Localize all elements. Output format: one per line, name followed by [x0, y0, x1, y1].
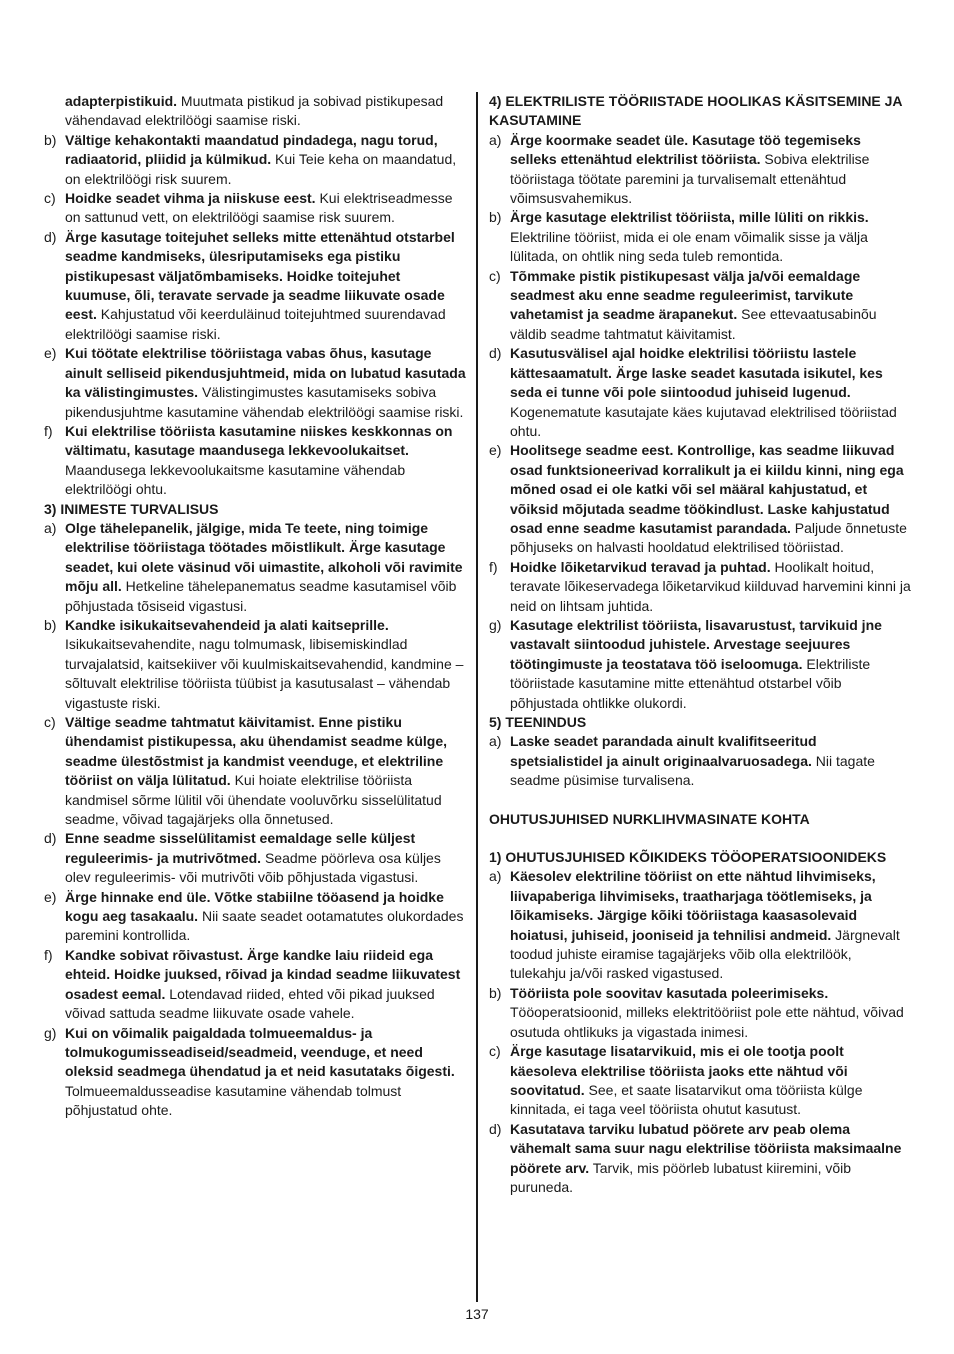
item-text: Elektriliste tööriistade kasutamine mitte ettenähtud otstarbel võib põhjustada ohtlikke olukordi. — [510, 655, 871, 711]
item-label: e) — [44, 888, 57, 905]
item-text: Kui hoiate elektrilise tööriista kandmisel sõrme lülitil või ühendate vooluvõrku sisselülitatud seadme, võivad tagajärjeks olla õnnetused. — [65, 772, 442, 828]
list-item — [44, 713, 466, 829]
list-item — [489, 1120, 911, 1198]
list-item — [489, 208, 911, 266]
intro-bold: adapterpistikuid. — [65, 93, 178, 109]
item-text: Isikukaitsevahendite, nagu tolmumask, libisemiskindlad turvajalatsid, kaitsekiiver või kuulmiskaitsevahendid, kandmine – sõltuvalt elektrilise tööriista tüübist ja kasutusalast – vähendab vigastuste riski. — [65, 636, 464, 711]
item-bold-text: Kasutage elektrilist tööriista, lisavarustust, tarvikuid jne vastavalt siintoodud juhistele. Arvestage seejuures töötingimuste ja teostatava töö iseloomuga. — [510, 616, 882, 672]
section-1-heading: 1) OHUTUSJUHISED KÕIKIDEKS TÖÖOPERATSIOONIDEKS — [489, 849, 887, 866]
list-item — [489, 131, 911, 209]
list-item — [44, 829, 466, 887]
item-bold-text: Kui töötate elektrilise tööriistaga vabas õhus, kasutage ainult selliseid pikendusjuhtmeid, mida on lubatud kasutada ka välistingimustes. — [65, 345, 466, 401]
list-item — [44, 519, 466, 616]
item-text: Kahjustatud või keerduläinud toitejuhtmed suurendavad elektrilöögi saamise riski. — [65, 306, 446, 342]
item-text: Seadme pöörleva osa küljes olev reguleerimis- või mutrivõti võib põhjustada vigastusi. — [65, 849, 441, 886]
item-bold-text: Ärge koormake seadet üle. Kasutage töö tegemiseks selleks ettenähtud elektrilist tööriista. — [510, 131, 861, 168]
item-bold-text: Vältige seadme tahtmatut käivitamist. Enne pistiku ühendamist pistikupessa, aku ühendamist seadme külge, seadme ülestõstmist ja kandmist veenduge, et elektriline tööriist on välja lülitatud. — [65, 714, 448, 789]
list-item — [489, 732, 911, 790]
item-text: See, et saate lisatarvikut oma tööriista külge kinnitada, ei taga veel tööriista ohutut kasutust. — [510, 1081, 863, 1118]
item-bold-text: Vältige kehakontakti maandatud pindadega, nagu torud, radiaatorid, pliidid ja külmikud. — [65, 131, 438, 168]
list-item — [44, 228, 466, 344]
right-column — [489, 92, 911, 1197]
list-item — [489, 867, 911, 983]
item-text: Maandusega lekkevoolukaitsme kasutamine vähendab elektrilöögi ohtu. — [65, 461, 406, 498]
item-bold-text: Käesolev elektriline tööriist on ette nähtud lihvimiseks, liivapaberiga lihvimiseks, traatharjaga töötlemiseks, ja lõikamiseks. Järgige kõiki tööriistaga kaasasolevaid hoiatusi, juhiseid, jooniseid ja tehnilisi andmeid. — [510, 868, 876, 943]
item-text: See ettevaatusabinõu väldib seadme tahtmatut käivitamist. — [510, 306, 877, 342]
item-text: Tööoperatsioonid, milleks elektritööriist pole ette nähtud, võivad osutuda ohtlikuks ja vigastada inimesi. — [510, 1004, 904, 1040]
item-text: Elektriline tööriist, mida ei ole enam võimalik sisse ja välja lülitada, on ohtlik ning seda tuleb remontida. — [510, 228, 868, 265]
item-text: Järgnevalt toodud juhiste eiramise tagajärjeks võib olla elektrilöök, tulekahju ja/või rasked vigastused. — [510, 926, 900, 982]
item-bold-text: Ärge kasutage elektrilist tööriista, mille lüliti on rikkis. — [510, 209, 869, 226]
item-bold-text: Kandke sobivat rõivastust. Ärge kandke laiu riideid ega ehteid. Hoidke juuksed, rõivad ja kindad seadme liikuvatest osadest eemal. — [65, 946, 461, 1002]
item-bold-text: Olge tähelepanelik, jälgige, mida Te teete, ning toimige elektrilise tööriistaga töötades mõistlikult. Ärge kasutage seadet, kui olete väsinud või uimastite, alkoholi või ravimite mõju all. — [65, 519, 463, 595]
service-list — [489, 732, 911, 790]
item-label: b) — [44, 131, 57, 148]
item-bold-text: Ärge hinnake end üle. Võtke stabiilne tööasend ja hoidke kogu aeg tasakaalu. — [65, 888, 444, 925]
item-label: b) — [489, 984, 502, 1001]
list-item — [44, 1024, 466, 1121]
item-label: d) — [44, 228, 57, 245]
item-bold-text: Ärge kasutage toitejuhet selleks mitte ettenähtud otstarbel seadme kandmiseks, ülesriputamiseks ega pistiku pistikupesast väljatõmbamiseks. Hoidke toitejuhet kuumuse, õli, teravate servade ja seadme liikuvate osade eest. — [65, 228, 455, 323]
item-bold-text: Tõmmake pistik pistikupesast välja ja/või eemaldage seadmest aku enne seadme reguleerimist, tarvikute vahetamist ja seadme ärapanekut. — [510, 267, 861, 323]
item-bold-text: Kui elektrilise tööriista kasutamine niiskes keskkonnas on vältimatu, kasutage maandusega lekkevoolukaitset. — [65, 422, 453, 459]
item-label: g) — [44, 1024, 57, 1041]
list-item — [44, 344, 466, 422]
item-text: Hetkeline tähelepanematus seadme kasutamisel võib põhjustada tõsiseid vigastusi. — [65, 578, 457, 614]
column-divider — [476, 92, 478, 1302]
list-item — [489, 267, 911, 345]
item-text: Lotendavad riided, ehted või pikad juuksed võivad sattuda seadme liikuvate osade vahele. — [65, 985, 435, 1022]
item-label: c) — [44, 714, 56, 730]
all-operations-list — [489, 867, 911, 1197]
list-item — [44, 189, 466, 228]
item-label: a) — [489, 131, 502, 148]
item-label: c) — [489, 1043, 501, 1060]
item-bold-text: Ärge kasutage lisatarvikuid, mis ei ole tootja poolt käesoleva elektrilise tööriista jaoks ette nähtud või soovitatud. — [510, 1043, 848, 1098]
item-text: Tarvik, mis pöörleb lubatust kiiremini, võib puruneda. — [510, 1159, 852, 1195]
item-bold-text: Enne seadme sisselülitamist eemaldage selle küljest reguleerimis- ja mutrivõtmed. — [65, 830, 416, 866]
list-item — [489, 1042, 911, 1120]
list-item — [44, 888, 466, 946]
list-item — [489, 984, 911, 1042]
item-label: a) — [44, 519, 57, 536]
item-label: g) — [489, 616, 502, 633]
item-bold-text: Kasutusvälisel ajal hoidke elektrilisi tööriistu lastele kättesaamatult. Ärge laske seadet kasutada isikutel, kes seda ei tunne või pole siintoodud juhiseid lugenud. — [510, 345, 883, 401]
item-text: Kui elektriseadmesse on sattunud vett, on elektrilöögi saamise risk suurem. — [65, 190, 453, 226]
personal-safety-list — [44, 519, 466, 1121]
section-4-heading: 4) ELEKTRILISTE TÖÖRIISTADE HOOLIKAS KÄSITSEMINE JA KASUTAMINE — [489, 93, 903, 129]
item-text: Kogenematute kasutajate käes kujutavad elektrilised tööriistad ohtu. — [510, 403, 897, 439]
intro-paragraph — [44, 92, 466, 131]
item-bold-text: Kasutatava tarviku lubatud pöörete arv peab olema vähemalt sama suur nagu elektrilise tööriista maksimaalne pöörete arv. — [510, 1120, 902, 1176]
item-label: e) — [44, 345, 57, 362]
item-bold-text: Kandke isikukaitsevahendeid ja alati kaitseprille. — [65, 616, 389, 633]
item-label: d) — [489, 1120, 502, 1137]
item-label: c) — [44, 190, 56, 207]
tool-use-list — [489, 131, 911, 713]
item-text: Sobiva elektrilise tööriistaga töötate paremini ja turvalisemalt ettenähtud võimsusvahemikus. — [510, 151, 870, 207]
list-item — [44, 616, 466, 713]
item-label: b) — [489, 209, 502, 226]
list-item — [489, 558, 911, 616]
item-text: Tolmueemaldusseadise kasutamine vähendab tolmust põhjustatud ohte. — [65, 1082, 402, 1119]
item-bold-text: Hoolitsege seadme eest. Kontrollige, kas seadme liikuvad osad funktsioneerivad korralikult ja ei kiildu kinni, ning ega mõned osad ei ole katki või sel määral kahjustatud, et võiksid mõjutada seadme töökindlust. Laske kahjustatud osad enne seadme kasutamist parandada. — [510, 442, 904, 536]
item-label: e) — [489, 442, 502, 459]
item-bold-text: Laske seadet parandada ainult kvalifitseeritud spetsialistidel ja ainult originaalvaruosadega. — [510, 733, 817, 769]
item-text: Nii saate seadet ootamatutes olukordades paremini kontrollida. — [65, 908, 464, 944]
list-item — [44, 422, 466, 500]
item-label: f) — [44, 422, 53, 439]
page-number: 137 — [465, 1306, 489, 1322]
list-item — [44, 131, 466, 189]
electrical-safety-list — [44, 131, 466, 500]
item-label: f) — [489, 558, 498, 575]
item-label: d) — [44, 830, 57, 847]
item-label: d) — [489, 345, 502, 362]
list-item — [489, 344, 911, 441]
intro-text: Muutmata pistikud ja sobivad pistikupesad vähendavad elektrilöögi saamise riski. — [65, 93, 444, 129]
list-item — [489, 616, 911, 713]
item-bold-text: Tööriista pole soovitav kasutada poleerimiseks. — [510, 984, 829, 1001]
item-bold-text: Hoidke seadet vihma ja niiskuse eest. — [65, 190, 316, 207]
item-label: f) — [44, 946, 53, 963]
item-bold-text: Hoidke lõiketarvikud teravad ja puhtad. — [510, 558, 771, 575]
item-bold-text: Kui on võimalik paigaldada tolmueemaldus- ja tolmukogumisseadiseid/seadmeid, veenduge, et need oleksid seadmega ühendatud ja et neid kasutataks õigesti. — [65, 1024, 455, 1080]
list-item — [489, 441, 911, 557]
item-label: a) — [489, 733, 502, 750]
item-text: Välistingimustes kasutamiseks sobiva pikendusjuhtme kasutamine vähendab elektrilöögi saamise riski. — [65, 384, 464, 420]
item-label: c) — [489, 267, 501, 284]
section-5-heading: 5) TEENINDUS — [489, 714, 587, 730]
item-text: Nii tagate seadme püsimise turvalisena. — [510, 752, 875, 789]
item-text: Paljude õnnetuste põhjuseks on halvasti hooldatud elektrilised tööriistad. — [510, 519, 907, 556]
list-item — [44, 946, 466, 1024]
main-heading: OHUTUSJUHISED NURKLIHVMASINATE KOHTA — [489, 810, 810, 827]
item-text: Kui Teie keha on maandatud, on elektrilöögi risk suurem. — [65, 151, 457, 187]
item-label: b) — [44, 616, 57, 633]
section-3-heading: 3) INIMESTE TURVALISUS — [44, 500, 219, 517]
item-text: Hoolikalt hoitud, teravate lõikeservadega lõiketarvikud kiilduvad harvemini kinni ja neid on lihtsam juhtida. — [510, 558, 911, 614]
item-label: a) — [489, 868, 502, 885]
left-column — [44, 92, 466, 1121]
